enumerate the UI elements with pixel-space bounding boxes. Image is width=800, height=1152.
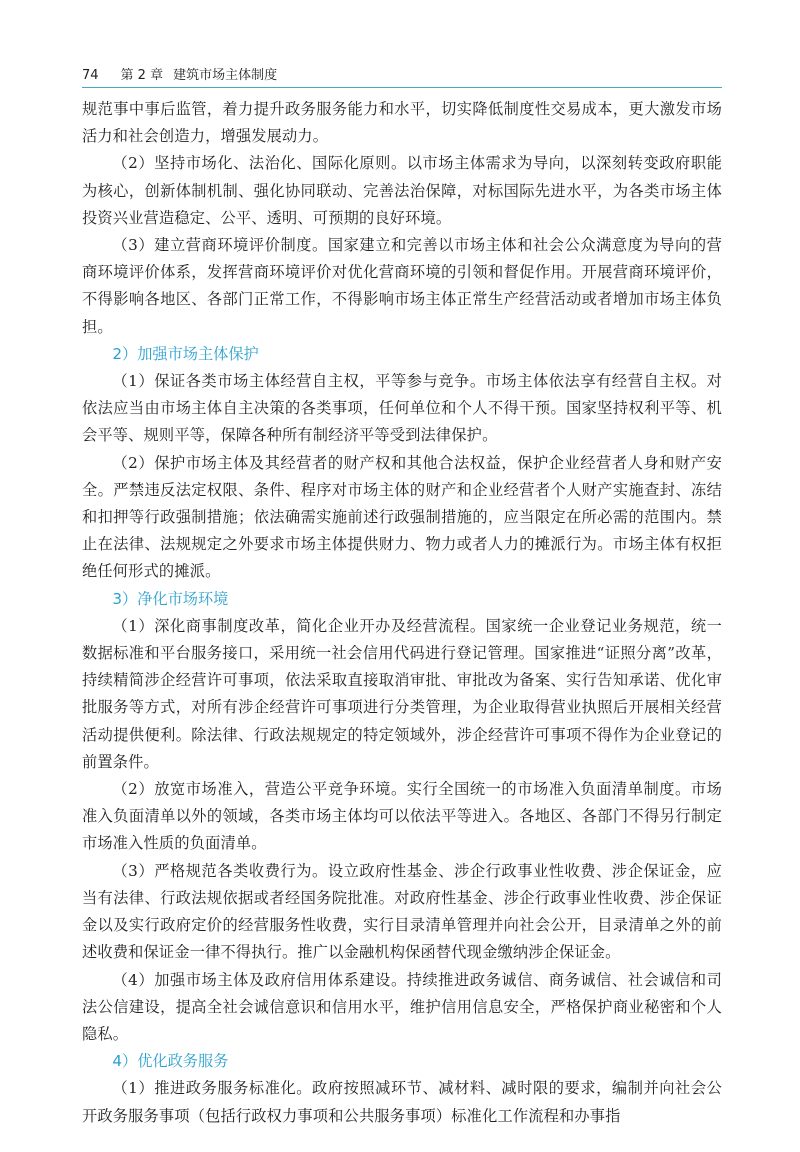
chapter-label: 第 2 章 xyxy=(120,68,164,83)
section-heading: 2）加强市场主体保护 xyxy=(112,344,259,363)
paragraph: 规范事中事后监管，着力提升政务服务能力和水平，切实降低制度性交易成本，更大激发市场活力和社会创造力，增强发展动力。 xyxy=(82,100,722,146)
paragraph: （1）保证各类市场主体经营自主权，平等参与竞争。市场主体依法享有经营自主权。对依法应当由市场主体自主决策的各类事项，任何单位和个人不得干预。国家坚持权利平等、机会平等、规则平等，保障各种所有制经济平等受到法律保护。 xyxy=(82,372,722,445)
paragraph: （4）加强市场主体及政府信用体系建设。持续推进政务诚信、商务诚信、社会诚信和司法公信建设，提高全社会诚信意识和信用水平，维护信用信息安全，严格保护商业秘密和个人隐私。 xyxy=(82,970,722,1043)
paragraph: （3）建立营商环境评价制度。国家建立和完善以市场主体和社会公众满意度为导向的营商环境评价体系，发挥营商环境评价对优化营商环境的引领和督促作用。开展营商环境评价，不得影响各地区、各部门正常工作，不得影响市场主体正常生产经营活动或者增加市场主体负担。 xyxy=(82,236,722,336)
paragraph: （2）放宽市场准入，营造公平竞争环境。实行全国统一的市场准入负面清单制度。市场准入负面清单以外的领域，各类市场主体均可以依法平等进入。各地区、各部门不得另行制定市场准入性质的负面清单。 xyxy=(82,780,722,853)
paragraph: （1）深化商事制度改革，简化企业开办及经营流程。国家统一企业登记业务规范，统一数据标准和平台服务接口，采用统一社会信用代码进行登记管理。国家推进“证照分离”改革，持续精简涉企经营许可事项，依法采取直接取消审批、审批改为备案、实行告知承诺、优化审批服务等方式，对所有涉企经营许可事项进行分类管理，为企业取得营业执照后开展相关经营活动提供便利。除法律、行政法规规定的特定领域外，涉企经营许可事项不得作为企业登记的前置条件。 xyxy=(82,616,722,771)
page-number: 74 xyxy=(82,68,99,83)
paragraph: （3）严格规范各类收费行为。设立政府性基金、涉企行政事业性收费、涉企保证金，应当有法律、行政法规依据或者经国务院批准。对政府性基金、涉企行政事业性收费、涉企保证金以及实行政府定价的经营服务性收费，实行目录清单管理并向社会公开，目录清单之外的前述收费和保证金一律不得执行。推广以金融机构保函替代现金缴纳涉企保证金。 xyxy=(82,861,722,962)
section-heading: 3）净化市场环境 xyxy=(112,589,229,608)
paragraph: （2）保护市场主体及其经营者的财产权和其他合法权益，保护企业经营者人身和财产安全。严禁违反法定权限、条件、程序对市场主体的财产和企业经营者个人财产实施查封、冻结和扣押等行政强制措施；依法确需实施前述行政强制措施的，应当限定在所必需的范围内。禁止在法律、法规规定之外要求市场主体提供财力、物力或者人力的摊派行为。市场主体有权拒绝任何形式的摊派。 xyxy=(82,453,722,581)
section-heading: 4）优化政务服务 xyxy=(112,1052,229,1071)
paragraph: （2）坚持市场化、法治化、国际化原则。以市场主体需求为导向，以深刻转变政府职能为核心，创新体制机制、强化协同联动、完善法治保障，对标国际先进水平，为各类市场主体投资兴业营造稳定、公平、透明、可预期的良好环境。 xyxy=(82,154,722,227)
body-text xyxy=(82,88,722,1130)
page xyxy=(82,60,722,1130)
paragraph: （1）推进政务服务标准化。政府按照减环节、减材料、减时限的要求，编制并向社会公开政务服务事项（包括行政权力事项和公共服务事项）标准化工作流程和办事指 xyxy=(82,1079,722,1125)
running-header xyxy=(82,60,722,88)
chapter-title: 建筑市场主体制度 xyxy=(173,68,278,83)
